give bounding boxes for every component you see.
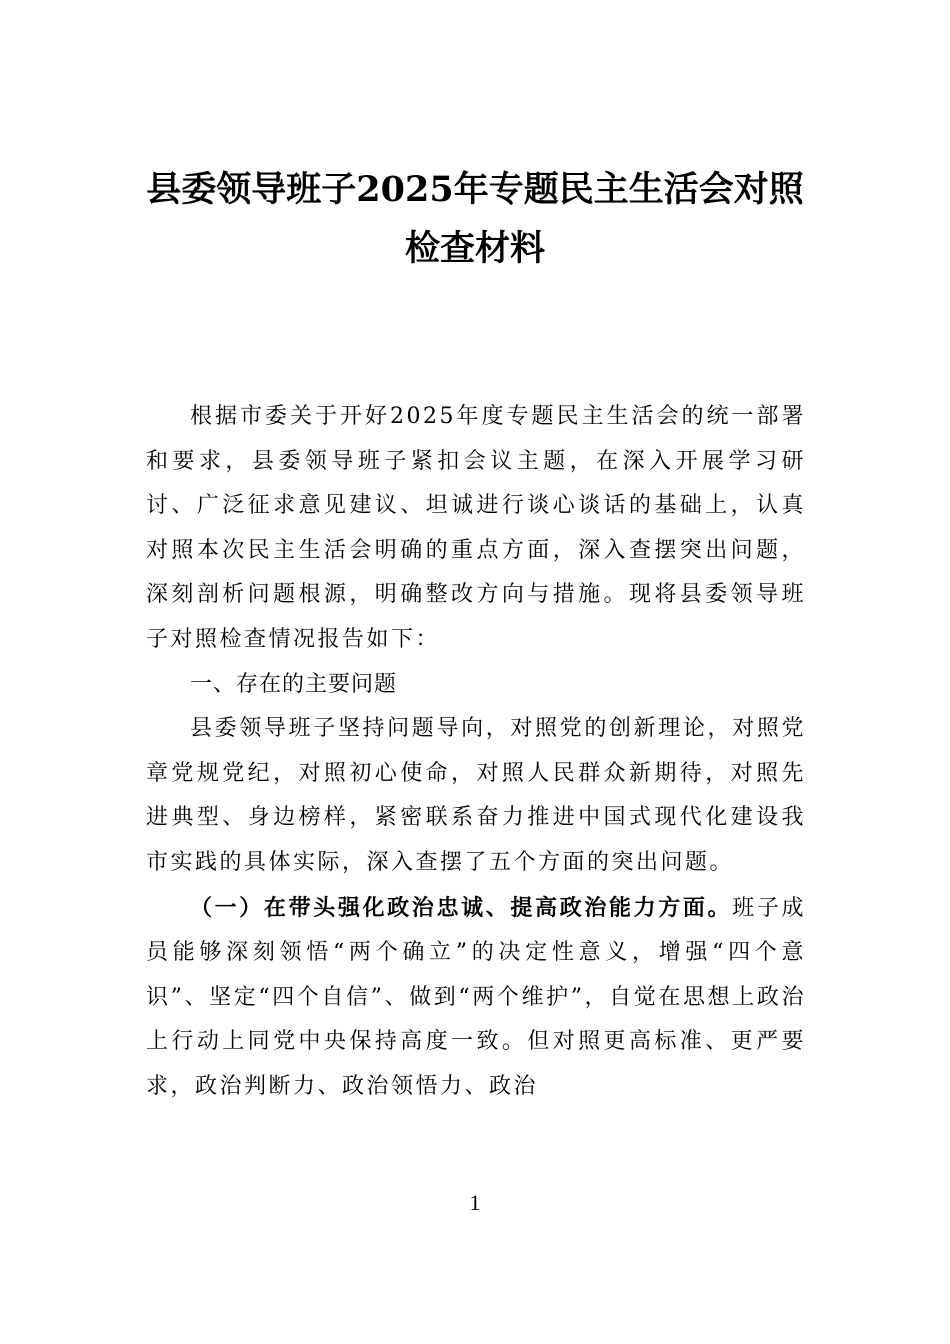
document-title [120,160,830,278]
subsection-1-text: 班子成员能够深刻领悟“两个确立”的决定性意义，增强“四个意识”、坚定“四个自信”、做到“两个维护”，自觉在思想上政治上行动上同党中央保持高度一致。但对照更高标准、更严要求，政治判断力、政治领悟力、政治 [146,895,806,1099]
section-1-paragraph: 县委领导班子坚持问题导向，对照党的创新理论，对照党章党规党纪，对照初心使命，对照人民群众新期待，对照先进典型、身边榜样，紧密联系奋力推进中国式现代化建设我市实践的具体实际，深入查摆了五个方面的突出问题。 [146,716,806,875]
page-number: 1 [469,1190,481,1215]
title-line-1: 县委领导班子2025年专题民主生活会对照 [146,169,804,210]
section-heading-1: 一、存在的主要问题 [190,671,398,697]
intro-paragraph: 根据市委关于开好2025年度专题民主生活会的统一部署和要求，县委领导班子紧扣会议主题，在深入开展学习研讨、广泛征求意见建议、坦诚进行谈心谈话的基础上，认真对照本次民主生活会明确的重点方面，深入查摆突出问题，深刻剖析问题根源，明确整改方向与措施。现将县委领导班子对照检查情况报告如下： [146,404,806,652]
subsection-heading-1: （一）在带头强化政治忠诚、提高政治能力方面。 [190,894,733,921]
title-line-2: 检查材料 [404,228,545,269]
document-body [146,395,806,1110]
subsection-1-paragraph [146,886,806,1110]
